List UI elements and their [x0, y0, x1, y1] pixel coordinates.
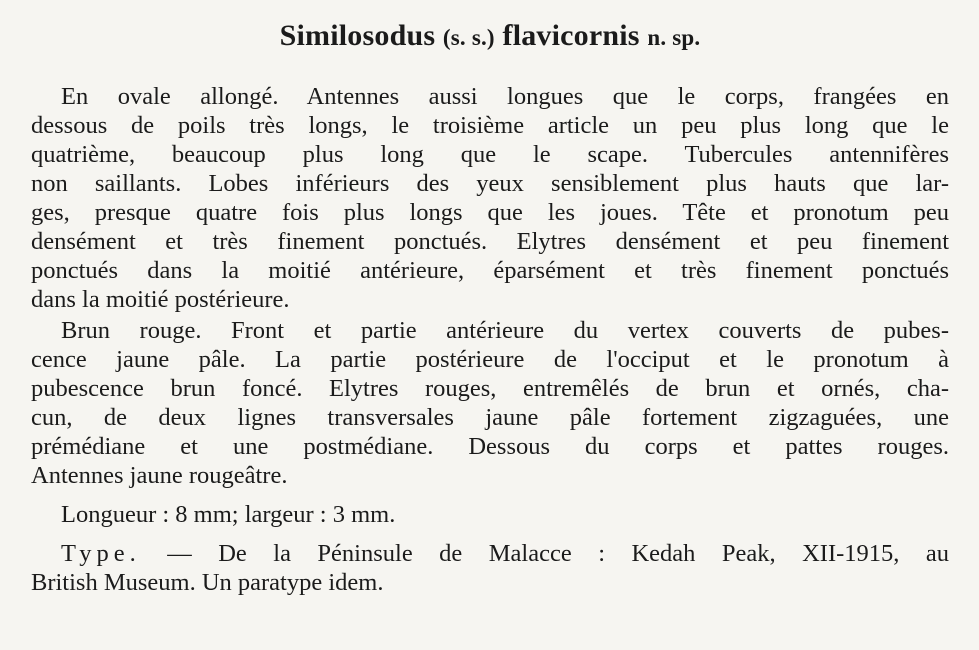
- paragraph-line: En ovale allongé. Antennes aussi longues que le corps, frangées en: [61, 83, 949, 110]
- paragraph-line: Antennes jaune rougeâtre.: [31, 462, 288, 489]
- species-status: n. sp.: [647, 25, 701, 50]
- type-paragraph: [31, 539, 949, 597]
- paragraph-line: Brun rouge. Front et partie antérieure du vertex couverts de pubes-: [61, 317, 949, 344]
- type-line: [31, 539, 949, 568]
- coloration-paragraph: [31, 316, 949, 490]
- measurements-line: Longueur : 8 mm; largeur : 3 mm.: [61, 501, 396, 528]
- paragraph-line: prémédiane et une postmédiane. Dessous du corps et pattes rouges.: [31, 433, 949, 460]
- subgenus-name: (s. s.): [442, 25, 495, 50]
- paragraph-line: pubescence brun foncé. Elytres rouges, entremêlés de brun et ornés, cha-: [31, 375, 949, 402]
- measurements-paragraph: [31, 500, 949, 529]
- paragraph-line: dessous de poils très longs, le troisième article un peu plus long que le: [31, 112, 949, 139]
- genus-name: Similosodus: [279, 19, 436, 52]
- description-paragraph: [31, 82, 949, 314]
- paragraph-line: cun, de deux lignes transversales jaune pâle fortement zigzaguées, une: [31, 404, 949, 431]
- paragraph-line: non saillants. Lobes inférieurs des yeux sensiblement plus hauts que lar-: [31, 170, 949, 197]
- paragraph-line: ponctués dans la moitié antérieure, éparsément et très finement ponctués: [31, 257, 949, 284]
- species-title: [31, 14, 949, 60]
- paragraph-line: densément et très finement ponctués. Elytres densément et peu finement: [31, 228, 949, 255]
- type-label: Type.: [61, 540, 141, 567]
- type-line: British Museum. Un paratype idem.: [31, 569, 384, 596]
- species-name: flavicornis: [502, 19, 640, 52]
- paragraph-line: ges, presque quatre fois plus longs que les joues. Tête et pronotum peu: [31, 199, 949, 226]
- paragraph-line: cence jaune pâle. La partie postérieure de l'occiput et le pronotum à: [31, 346, 949, 373]
- paragraph-line: dans la moitié postérieure.: [31, 286, 290, 313]
- paragraph-line: quatrième, beaucoup plus long que le scape. Tubercules antennifères: [31, 141, 949, 168]
- type-locality: — De la Péninsule de Malacce : Kedah Peak, XII-1915, au: [167, 540, 950, 567]
